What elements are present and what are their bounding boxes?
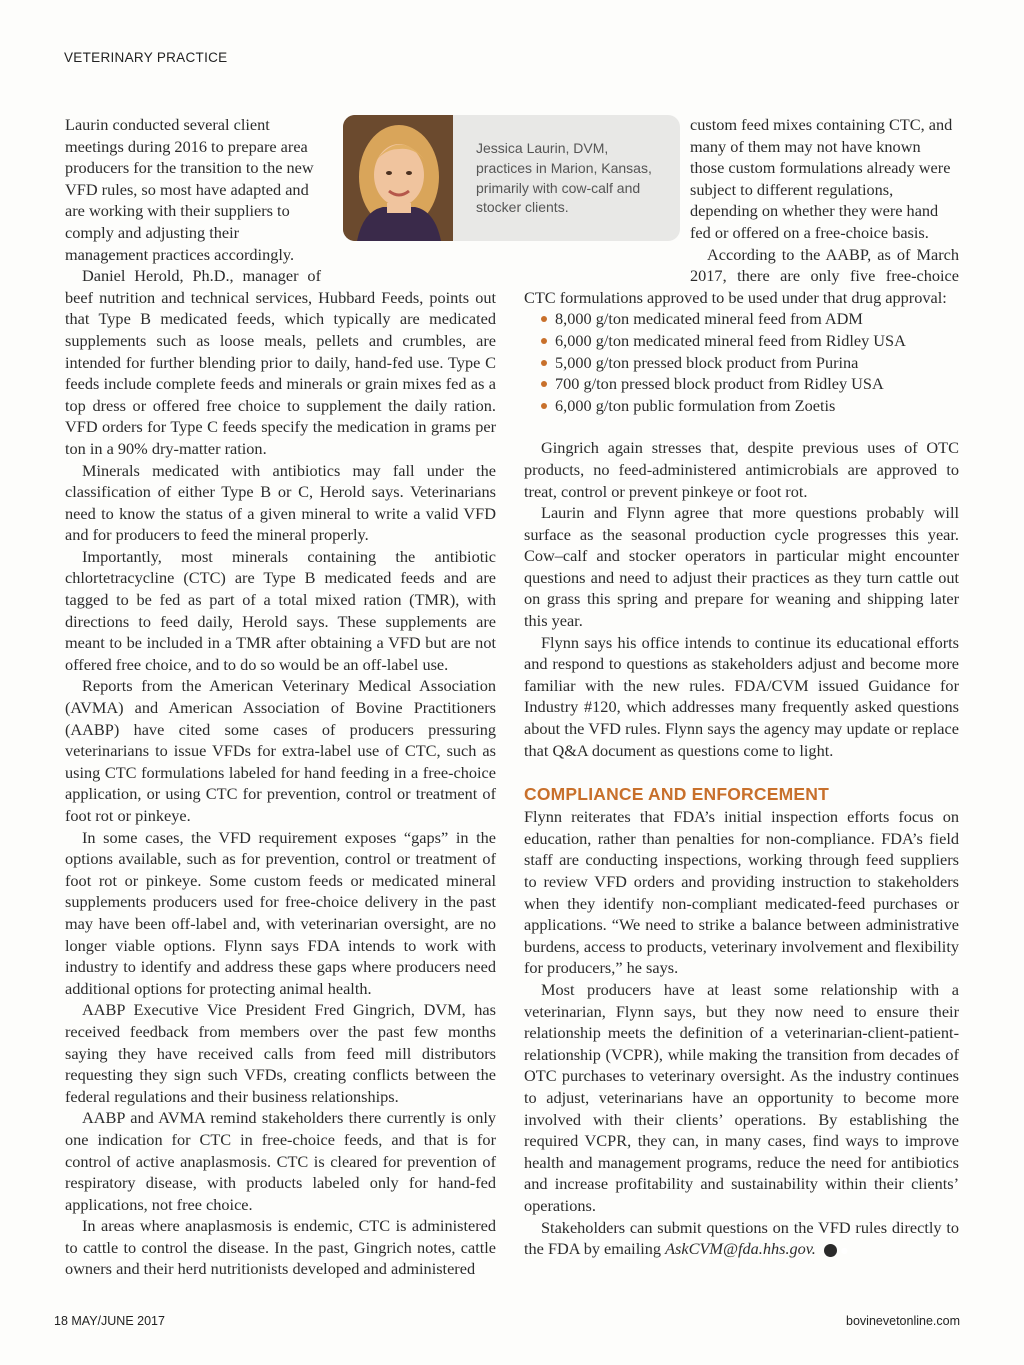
list-item: 700 g/ton pressed block product from Ridley USA [541, 373, 959, 395]
paragraph: custom feed mixes containing CTC, and many of them may not have known those custom formulations already were subject to different regulations, depending on whether they were hand fed or offered on a free-choice basis. [690, 115, 953, 242]
section-heading: COMPLIANCE AND ENFORCEMENT [524, 784, 829, 805]
page-number: 18 MAY/JUNE 2017 [54, 1314, 165, 1328]
paragraph: Flynn reiterates that FDA’s initial inspection efforts focus on education, rather than penalties for non-compliance. FDA’s field staff are conducting inspections, working through feed suppliers to review VFD orders and providing instruction to stakeholders when they identify non-compliant medicated-feed purchases or applications. “We need to strike a balance between administrative burdens, access to products, veterinary involvement and flexibility for producers,” he says. [524, 807, 959, 978]
portrait-photo [343, 115, 453, 241]
left-column [65, 114, 496, 1280]
portrait-illustration [343, 115, 453, 241]
paragraph: Importantly, most minerals containing the antibiotic chlortetracycline (CTC) are Type B medicated feeds and are tagged to be fed as part of a total mixed ration (TMR), with directions to feed daily, Herold says. These supplements are meant to be included in a TMR after obtaining a VFD but are not offered free choice, and to do so would be an off-label use. [65, 546, 496, 674]
spacer [524, 416, 959, 437]
paragraph: Minerals medicated with antibiotics may fall under the classification of either Type B or C, Herold says. Veterinarians need to know the status of a given mineral to write a valid VFD and for producers to feed the mineral properly. [65, 460, 496, 545]
paragraph: According to the AABP, as of March 2017, there are only five free-choice CTC formulations approved to be used under that drug approval: [524, 244, 959, 307]
closing-text: Stakeholders can submit questions on the VFD rules directly to the FDA by emailing [524, 1217, 959, 1259]
paragraph: Gingrich again stresses that, despite previous uses of OTC products, no feed-administered antimicrobials are approved to treat, control or prevent pinkeye or foot rot. [524, 438, 959, 501]
paragraph: AABP Executive Vice President Fred Gingrich, DVM, has received feedback from members over the past few months saying they have received calls from feed mill distributors requesting they sign such VFDs, creating conflicts between the federal regulations and their business relationships. [65, 1000, 496, 1106]
paragraph: Flynn says his office intends to continue its educational efforts and respond to questions as stakeholders adjust and become more familiar with the new rules. FDA/CVM issued Guidance for Industry #120, which addresses many frequently asked questions about the VFD rules. Flynn says the agency may update or replace that Q&A document as questions come to light. [524, 632, 959, 760]
closing-paragraph [524, 1217, 959, 1260]
website-url[interactable]: bovinevetonline.com [846, 1314, 960, 1328]
paragraph: Most producers have at least some relationship with a veterinarian, Flynn says, but they now need to ensure their relationship meets the definition of a veterinarian-client-patient-relationship (VCPR), while making the transition from decades of OTC purchases to veterinary oversight. As the industry continues to adjust, veterinarians have an opportunity to become more involved with their clients’ operations. By establishing the required VCPR, they can, in many cases, find ways to improve health and management programs, reduce the need for antibiotics and increase profitability and sustainability within their clients’ operations. [524, 979, 959, 1215]
paragraph: Reports from the American Veterinary Medical Association (AVMA) and American Association of Bovine Practitioners (AABP) have cited some cases of producers pressuring veterinarians to issue VFDs for extra-label use of CTC, such as using CTC formulations labeled for hand feeding in a free-choice application, or using CTC for prevention, control or treatment of foot rot or pinkeye. [65, 676, 496, 825]
list-item: 6,000 g/ton medicated mineral feed from Ridley USA [541, 330, 959, 352]
paragraph: Laurin and Flynn agree that more questions probably will surface as the seasonal production cycle progresses this year. Cow–calf and stocker operators in particular might encounter questions and need to adjust their practices as they turn cattle out on grass this spring and prepare for weaning and shipping later this year. [524, 503, 959, 631]
paragraph: AABP and AVMA remind stakeholders there currently is only one indication for CTC in free-choice feeds, and that is for control of active anaplasmosis. CTC is cleared for prevention of respiratory disease, with products labeled only for hand-fed applications, not free choice. [65, 1108, 496, 1214]
paragraph: Daniel Herold, Ph.D., manager of beef nutrition and technical services, Hubbard Feeds, points out that Type B medicated feeds, which typically are medicated supplements such as loose meals, pellets and crumbles, are intended for further blending prior to daily, hand-fed use. Type C feeds include complete feeds and minerals or grain mixes fed as a top dress or offered free choice to supplement the daily ration. VFD orders for Type C feeds specify the medication in grams per ton in a 90% dry-matter ration. [65, 266, 496, 458]
section-label: VETERINARY PRACTICE [64, 50, 228, 65]
right-column [524, 114, 959, 1260]
paragraph: Laurin conducted several client meetings during 2016 to prepare area producers for the transition to the new VFD rules, so most have adapted and are working with their suppliers to comply and adjusting their management practices accordingly. [65, 115, 314, 264]
end-of-article-icon: ● [824, 1244, 837, 1257]
photo-caption-box [343, 115, 680, 241]
list-item: 8,000 g/ton medicated mineral feed from ADM [541, 308, 959, 330]
product-list [524, 308, 959, 416]
list-item: 5,000 g/ton pressed block product from Purina [541, 352, 959, 374]
paragraph: In some cases, the VFD requirement exposes “gaps” in the options available, such as for prevention, control or treatment of foot rot or pinkeye. Some custom feeds or medicated mineral supplements producers used for free-choice delivery in the past may have been off-label and, with veterinarian oversight, are no longer viable options. Flynn says FDA intends to work with industry to identify and address these gaps where producers need additional options for protecting animal health. [65, 827, 496, 998]
paragraph: In areas where anaplasmosis is endemic, CTC is administered to cattle to control the disease. In the past, Gingrich notes, cattle owners and their herd nutritionists developed and administered [65, 1216, 496, 1279]
list-item: 6,000 g/ton public formulation from Zoetis [541, 395, 959, 417]
photo-caption: Jessica Laurin, DVM, practices in Marion, Kansas, primarily with cow-calf and stocker clients. [476, 140, 652, 216]
email-link[interactable]: AskCVM@fda.hhs.gov. [665, 1239, 816, 1259]
